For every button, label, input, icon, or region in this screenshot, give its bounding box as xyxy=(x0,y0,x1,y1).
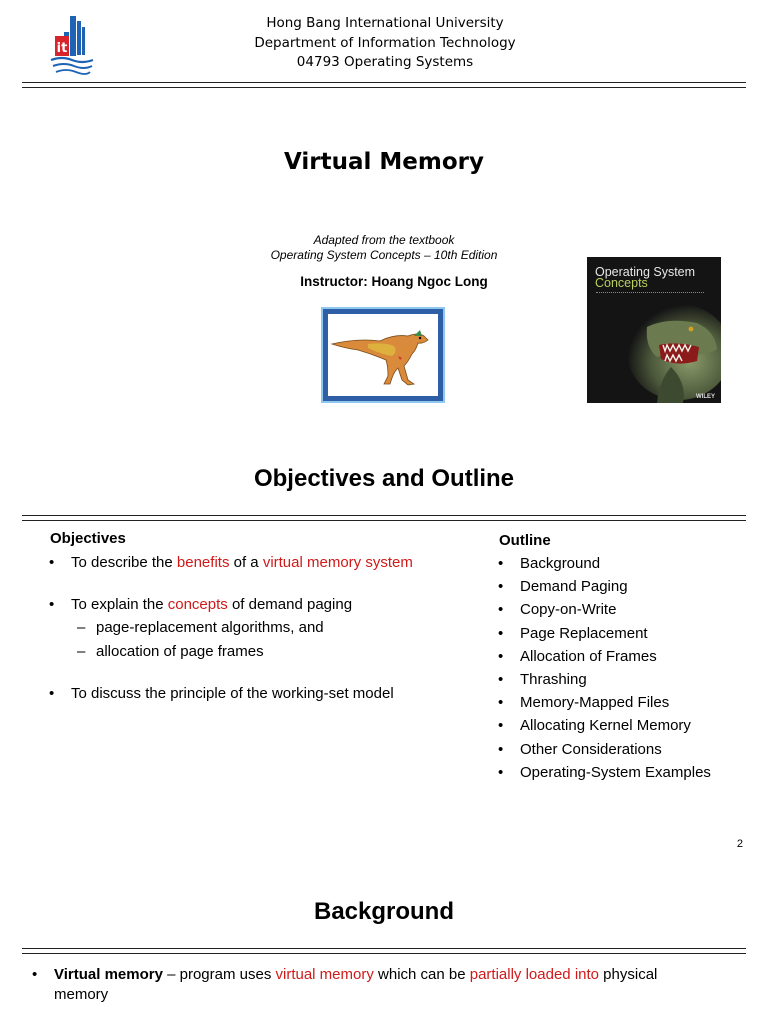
objective-item: • To describe the benefits of a virtual memory system xyxy=(49,554,413,571)
background-bullet-continuation: memory xyxy=(54,986,109,1003)
objective-subitem: – page-replacement algorithms, and xyxy=(77,619,324,637)
background-bullet: • Virtual memory – program uses virtual memory which can be partially loaded into physical memory xyxy=(32,965,732,1005)
adapted-line-1: Adapted from the textbook xyxy=(313,233,455,247)
book-title-line-2: Concepts xyxy=(595,276,648,290)
objective-item: • To explain the concepts of demand paging xyxy=(49,596,353,614)
outline-item: • Demand Paging xyxy=(498,578,628,596)
outline-item: • Allocation of Frames xyxy=(498,647,657,665)
objective-subitem: – allocation of page frames xyxy=(77,642,264,660)
outline-item: • Background xyxy=(498,555,601,572)
outline-item: • Copy-on-Write xyxy=(498,601,617,619)
university-name: Hong Bang International University xyxy=(266,15,504,31)
department-name: Department of Information Technology xyxy=(254,35,516,51)
header-divider xyxy=(22,82,746,88)
outline-item: • Memory-Mapped Files xyxy=(498,694,670,712)
university-logo xyxy=(48,12,96,76)
instructor-name: Instructor: Hoang Ngoc Long xyxy=(300,274,488,289)
dinosaur-image xyxy=(321,307,445,403)
outline-item: • Other Considerations xyxy=(498,740,662,758)
svg-text:it: it xyxy=(56,41,68,56)
book-cover-image xyxy=(587,257,721,403)
textbook-attribution xyxy=(200,233,568,263)
page-number: 2 xyxy=(736,838,743,850)
book-authors-line xyxy=(596,292,704,295)
adapted-line-2: Operating System Concepts – 10th Edition xyxy=(270,248,498,262)
outline-item: • Allocating Kernel Memory xyxy=(498,717,691,735)
objectives-list xyxy=(49,551,479,705)
outline-item: • Page Replacement xyxy=(498,624,648,642)
slide2-title: Objectives and Outline xyxy=(253,465,515,492)
objective-item: • To discuss the principle of the working-set model xyxy=(49,684,394,702)
slide1-title: Virtual Memory xyxy=(284,149,484,175)
outline-heading: Outline xyxy=(499,532,551,549)
outline-item: • Operating-System Examples xyxy=(498,763,711,781)
slide3-divider xyxy=(22,948,746,954)
slide2-divider xyxy=(22,515,746,521)
course-name: 04793 Operating Systems xyxy=(296,54,474,70)
book-title-line-1: Operating System xyxy=(595,265,696,279)
outline-list xyxy=(498,552,748,784)
book-publisher: WILEY xyxy=(696,394,715,400)
outline-item: • Thrashing xyxy=(498,671,587,689)
slide3-title: Background xyxy=(313,898,454,925)
objectives-heading: Objectives xyxy=(50,530,126,547)
